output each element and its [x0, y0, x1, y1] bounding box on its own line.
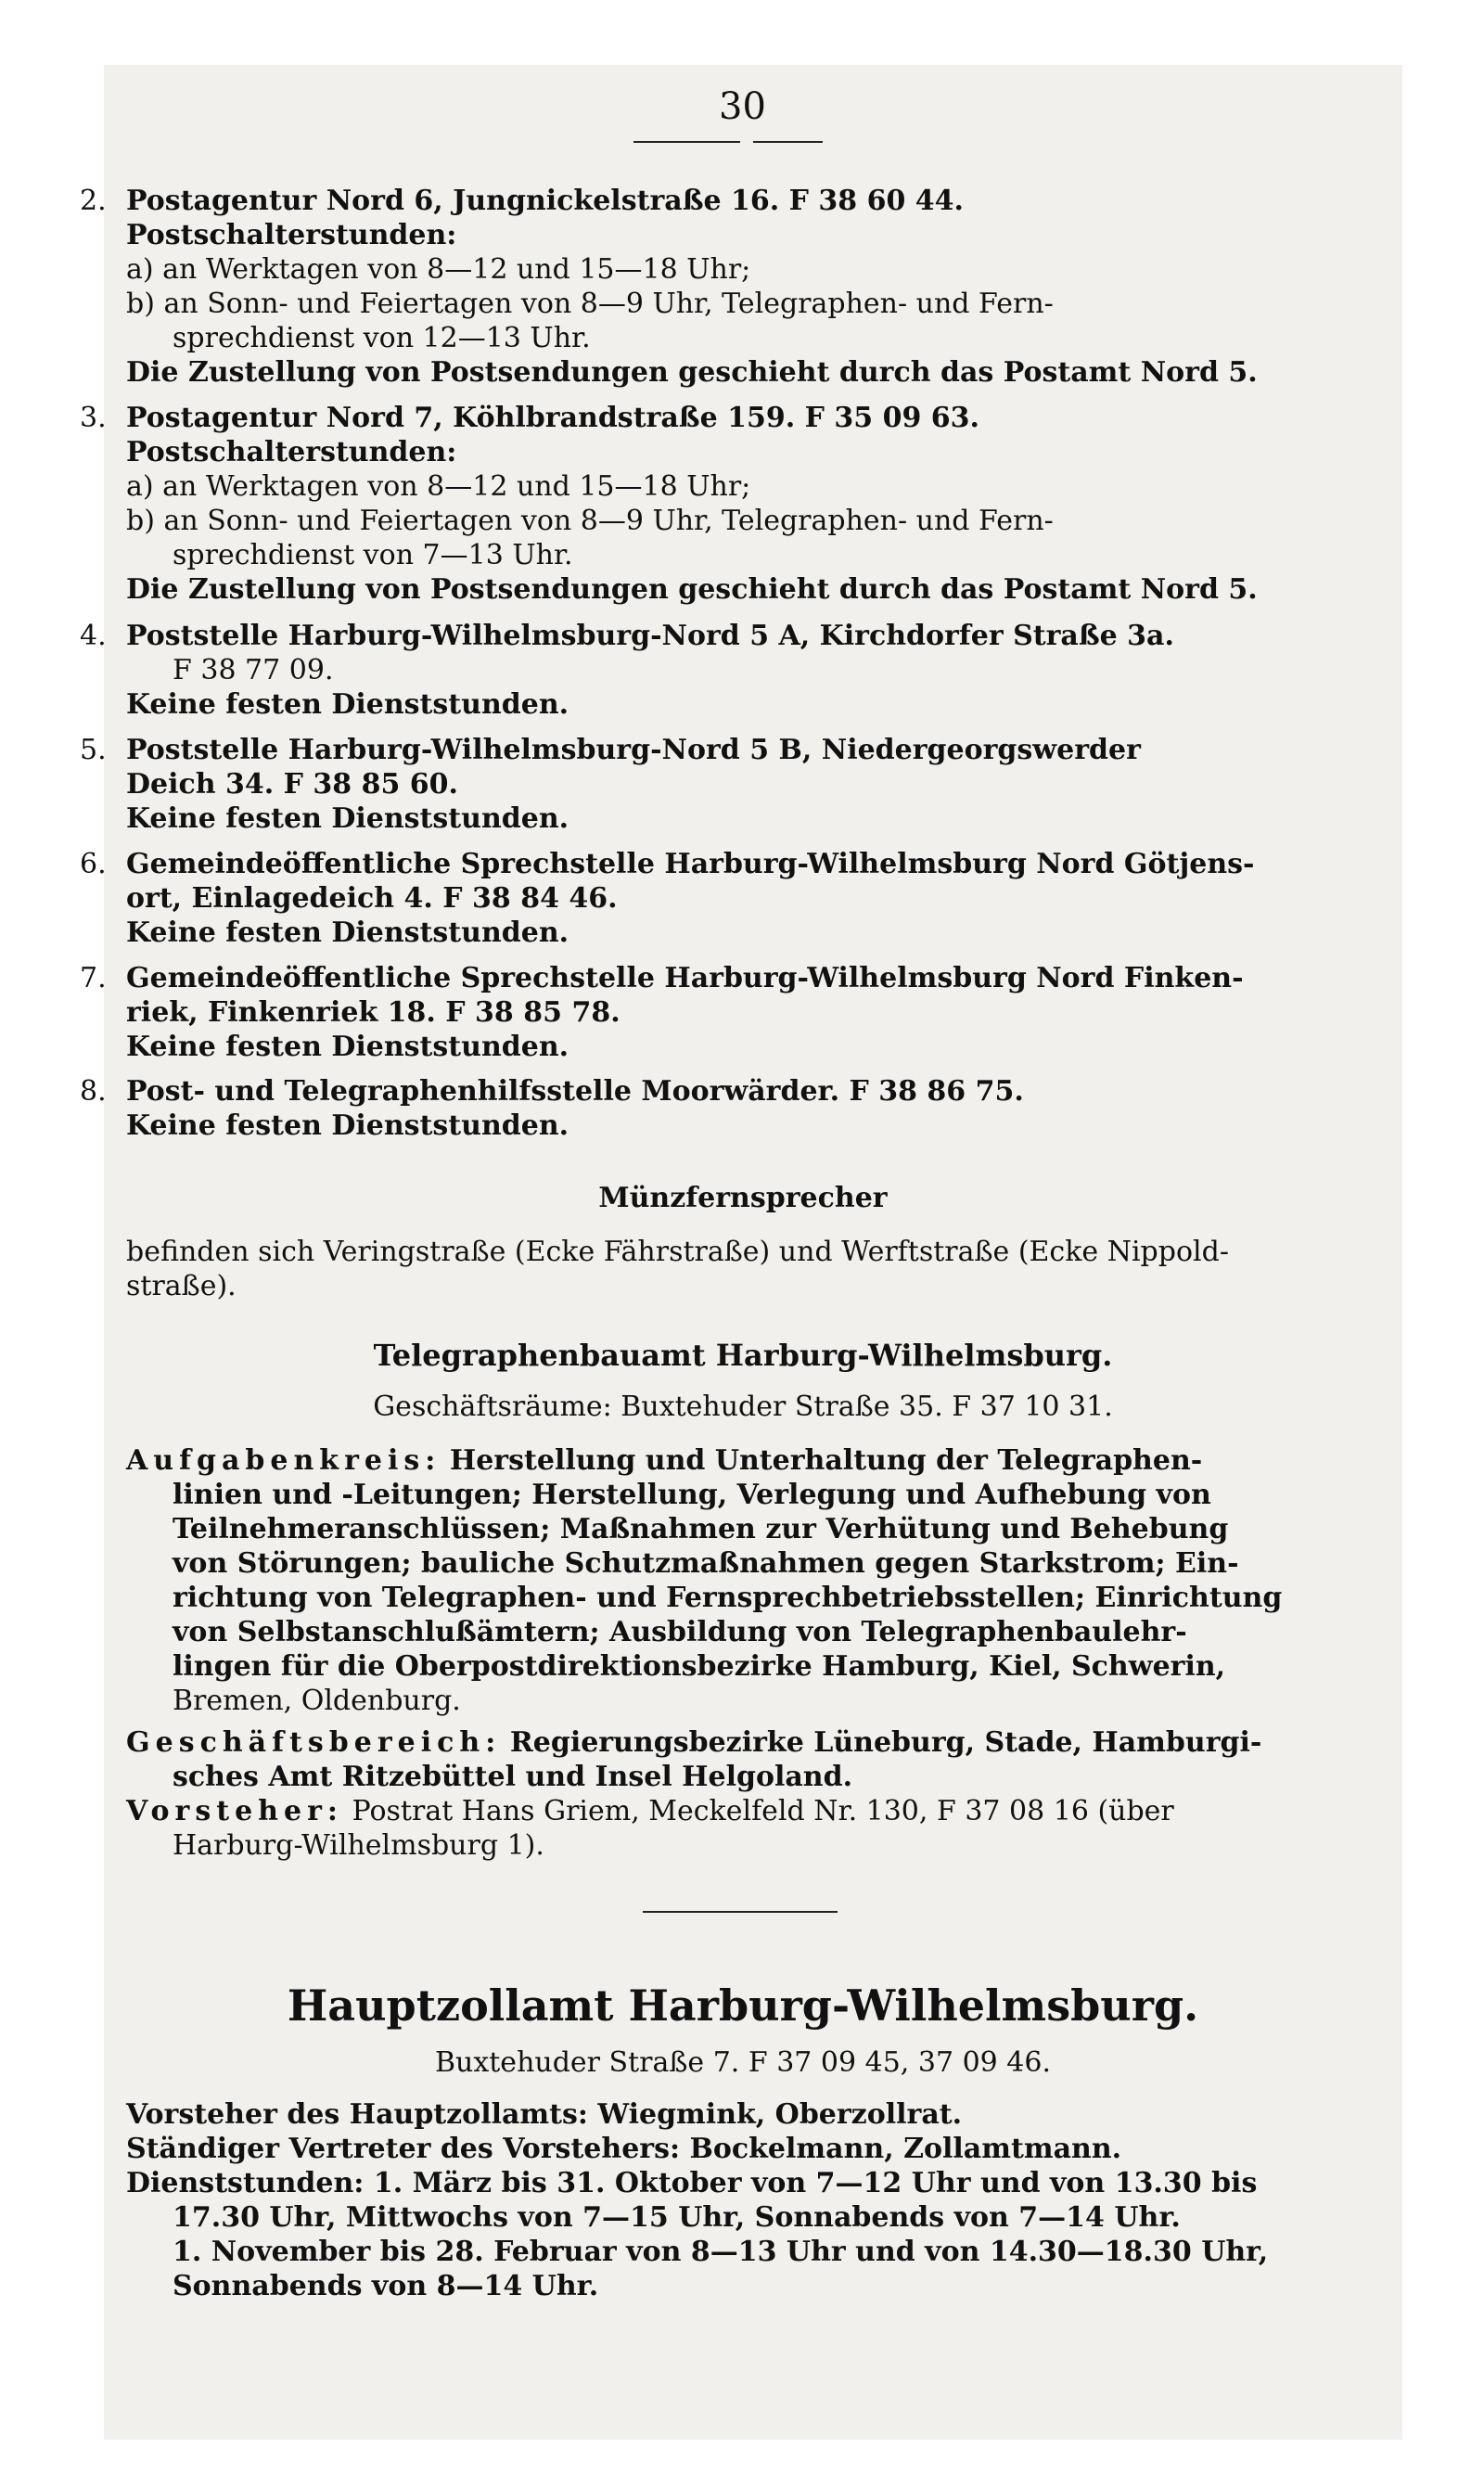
entry-3-line-1: 3. Postagentur Nord 7, Köhlbrandstraße 159. F 35 09 63.	[80, 402, 979, 434]
telegraphenbauamt-heading: Telegraphenbauamt Harburg-Wilhelmsburg.	[373, 1338, 1113, 1373]
entry-6-line-2: ort, Einlagedeich 4. F 38 84 46.	[126, 882, 618, 915]
hauptzollamt-address: Buxtehuder Straße 7. F 37 09 45, 37 09 46.	[434, 2046, 1052, 2079]
page-number: 30	[719, 85, 766, 128]
entry-6-line-1: 6. Gemeindeöffentliche Sprechstelle Harburg-Wilhelmsburg Nord Götjens-	[80, 848, 1255, 880]
bereich-label: Geschäftsbereich:	[126, 1726, 502, 1759]
aufgaben-line-6: von Selbstanschlußämtern; Ausbildung von Telegraphenbaulehr-	[173, 1616, 1187, 1648]
telegraphenbauamt-address: Geschäftsräume: Buxtehuder Straße 35. F 37 10 31.	[373, 1391, 1113, 1423]
entry-3-line-3: a) an Werktagen von 8—12 und 15—18 Uhr;	[126, 470, 751, 503]
vorsteher-line-2: Harburg-Wilhelmsburg 1).	[173, 1829, 544, 1862]
entry-5-line-1: 5. Poststelle Harburg-Wilhelmsburg-Nord 5 B, Niedergeorgswerder	[80, 734, 1141, 766]
hauptzollamt-line-6: Sonnabends von 8—14 Uhr.	[173, 2270, 599, 2302]
aufgaben-line-2: linien und -Leitungen; Herstellung, Verlegung und Aufhebung von	[173, 1479, 1211, 1511]
entry-number: 8.	[80, 1075, 107, 1108]
entry-3-line-2: Postschalterstunden:	[126, 436, 457, 468]
entry-number: 5.	[80, 734, 107, 766]
entry-3-line-4: b) an Sonn- und Feiertagen von 8—9 Uhr, Telegraphen- und Fern-	[126, 505, 1054, 537]
aufgaben-line-8: Bremen, Oldenburg.	[173, 1685, 461, 1717]
aufgaben-label: Aufgabenkreis:	[126, 1444, 441, 1477]
aufgaben-line-3: Teilnehmeranschlüssen; Maßnahmen zur Verhütung und Behebung	[173, 1513, 1229, 1545]
entry-5-line-3: Keine festen Dienststunden.	[126, 802, 569, 835]
header-rule-right	[753, 141, 823, 143]
entry-4-line-1: 4. Poststelle Harburg-Wilhelmsburg-Nord 5 A, Kirchdorfer Straße 3a.	[80, 620, 1174, 652]
hauptzollamt-heading: Hauptzollamt Harburg-Wilhelmsburg.	[287, 1980, 1199, 2031]
hauptzollamt-line-4: 17.30 Uhr, Mittwochs von 7—15 Uhr, Sonnabends von 7—14 Uhr.	[173, 2201, 1181, 2234]
entry-4-line-2: F 38 77 09.	[173, 654, 334, 686]
entry-7-line-3: Keine festen Dienststunden.	[126, 1031, 569, 1063]
entry-2-line-4: b) an Sonn- und Feiertagen von 8—9 Uhr, Telegraphen- und Fern-	[126, 288, 1054, 320]
entry-4-line-3: Keine festen Dienststunden.	[126, 688, 569, 721]
hauptzollamt-line-2: Ständiger Vertreter des Vorstehers: Bockelmann, Zollamtmann.	[126, 2133, 1122, 2165]
entry-number: 2.	[80, 185, 107, 217]
section-divider	[643, 1911, 838, 1913]
entry-7-line-1: 7. Gemeindeöffentliche Sprechstelle Harburg-Wilhelmsburg Nord Finken-	[80, 962, 1244, 994]
entry-6-line-3: Keine festen Dienststunden.	[126, 917, 569, 949]
hauptzollamt-line-1: Vorsteher des Hauptzollamts: Wiegmink, Oberzollrat.	[126, 2098, 963, 2131]
entry-8-line-2: Keine festen Dienststunden.	[126, 1109, 569, 1142]
entry-2-line-2: Postschalterstunden:	[126, 219, 457, 251]
muenz-line-1: befinden sich Veringstraße (Ecke Fährstraße) und Werftstraße (Ecke Nippold-	[126, 1236, 1229, 1268]
header-rule-left	[633, 141, 740, 143]
hauptzollamt-line-5: 1. November bis 28. Februar von 8—13 Uhr und von 14.30—18.30 Uhr,	[173, 2236, 1269, 2268]
aufgaben-line-4: von Störungen; bauliche Schutzmaßnahmen gegen Starkstrom; Ein-	[173, 1547, 1239, 1580]
aufgaben-line-1: Aufgabenkreis: Herstellung und Unterhaltung der Telegraphen-	[126, 1444, 1203, 1477]
entry-8-line-1: 8. Post- und Telegraphenhilfsstelle Moorwärder. F 38 86 75.	[80, 1075, 1024, 1108]
entry-2-line-1: 2. Postagentur Nord 6, Jungnickelstraße 16. F 38 60 44.	[80, 185, 964, 217]
aufgaben-line-7: lingen für die Oberpostdirektionsbezirke Hamburg, Kiel, Schwerin,	[173, 1650, 1226, 1683]
vorsteher-line-1: Vorsteher: Postrat Hans Griem, Meckelfeld Nr. 130, F 37 08 16 (über	[126, 1795, 1174, 1827]
bereich-line-1: Geschäftsbereich: Regierungsbezirke Lüneburg, Stade, Hamburgi-	[126, 1726, 1262, 1759]
hauptzollamt-line-3: Dienststunden: 1. März bis 31. Oktober von 7—12 Uhr und von 13.30 bis	[126, 2167, 1258, 2199]
entry-2-line-5: sprechdienst von 12—13 Uhr.	[173, 322, 591, 354]
entry-5-line-2: Deich 34. F 38 85 60.	[126, 768, 458, 801]
vorsteher-label: Vorsteher:	[126, 1795, 343, 1827]
entry-number: 7.	[80, 962, 107, 994]
entry-2-line-6: Die Zustellung von Postsendungen geschieht durch das Postamt Nord 5.	[126, 356, 1258, 389]
entry-7-line-2: riek, Finkenriek 18. F 38 85 78.	[126, 996, 620, 1029]
muenz-heading: Münzfernsprecher	[598, 1182, 888, 1214]
bereich-line-2: sches Amt Ritzebüttel und Insel Helgoland.	[173, 1761, 853, 1793]
entry-number: 4.	[80, 620, 107, 652]
entry-2-line-3: a) an Werktagen von 8—12 und 15—18 Uhr;	[126, 253, 751, 286]
entry-3-line-6: Die Zustellung von Postsendungen geschieht durch das Postamt Nord 5.	[126, 573, 1258, 606]
aufgaben-line-5: richtung von Telegraphen- und Fernsprechbetriebsstellen; Einrichtung	[173, 1582, 1283, 1614]
entry-3-line-5: sprechdienst von 7—13 Uhr.	[173, 539, 573, 571]
muenz-line-2: straße).	[126, 1270, 237, 1302]
entry-number: 6.	[80, 848, 107, 880]
entry-number: 3.	[80, 402, 107, 434]
